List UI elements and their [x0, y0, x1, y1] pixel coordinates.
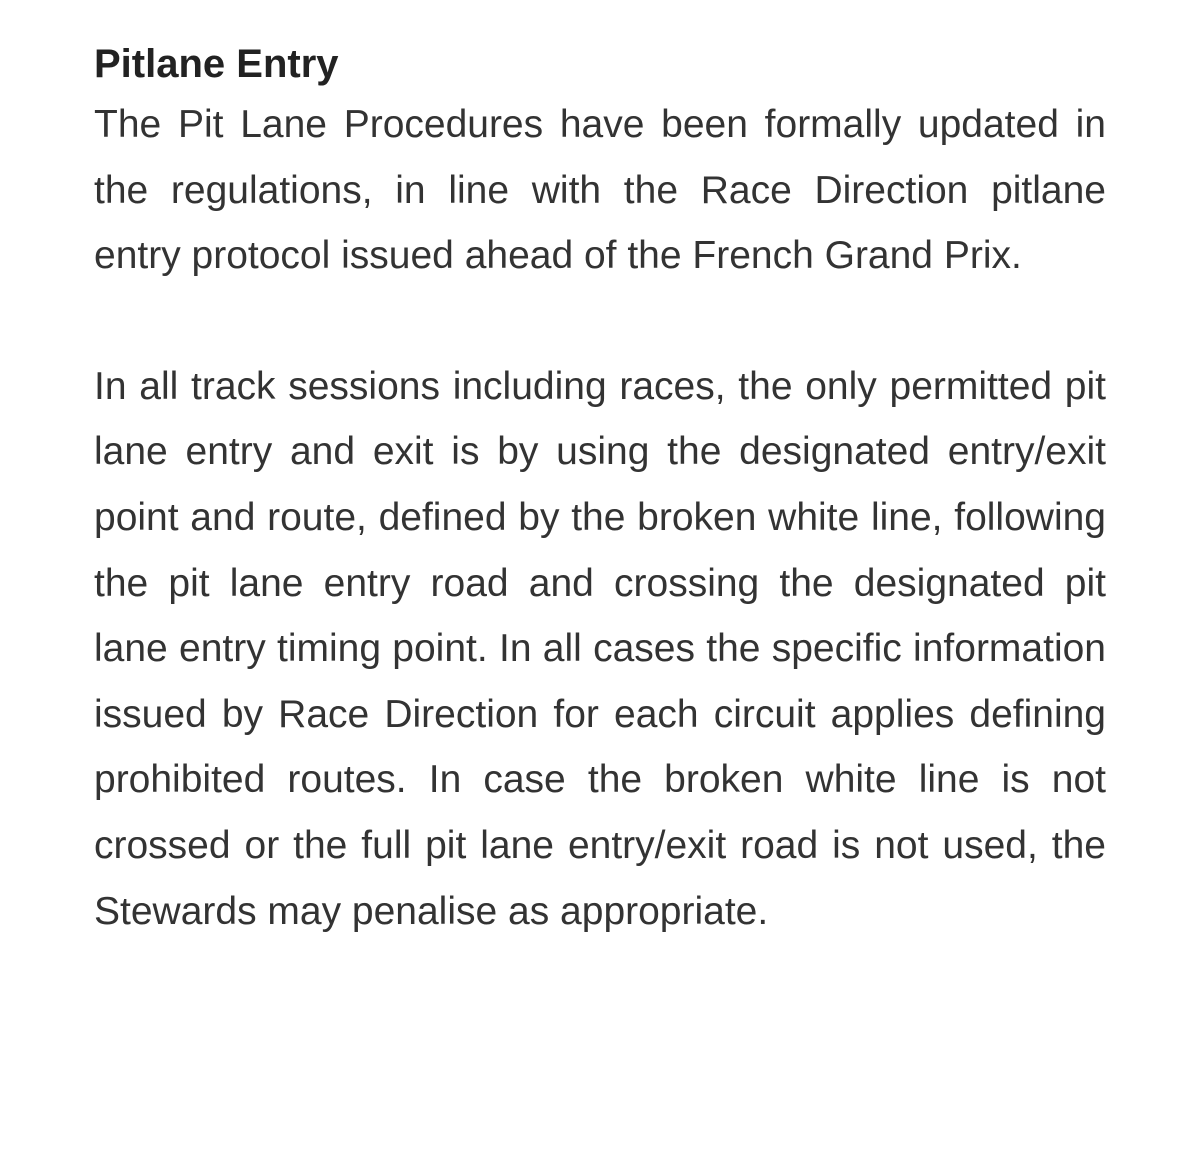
paragraph-procedures-update: The Pit Lane Procedures have been formally updated in the regulations, in line with the Race Direction pitlane entry protocol issued ahead of the French Grand Prix.: [94, 103, 1106, 278]
document-body: [94, 36, 1106, 944]
section-heading: Pitlane Entry: [94, 42, 339, 86]
paragraph-entry-rules: In all track sessions including races, the only permitted pit lane entry and exit is by using the designated entry/exit point and route, defined by the broken white line, following the pit lane entry road and crossing the designated pit lane entry timing point. In all cases the specific information issued by Race Direction for each circuit applies defining prohibited routes. In case the broken white line is not crossed or the full pit lane entry/exit road is not used, the Stewards may penalise as appropriate.: [94, 364, 1106, 933]
